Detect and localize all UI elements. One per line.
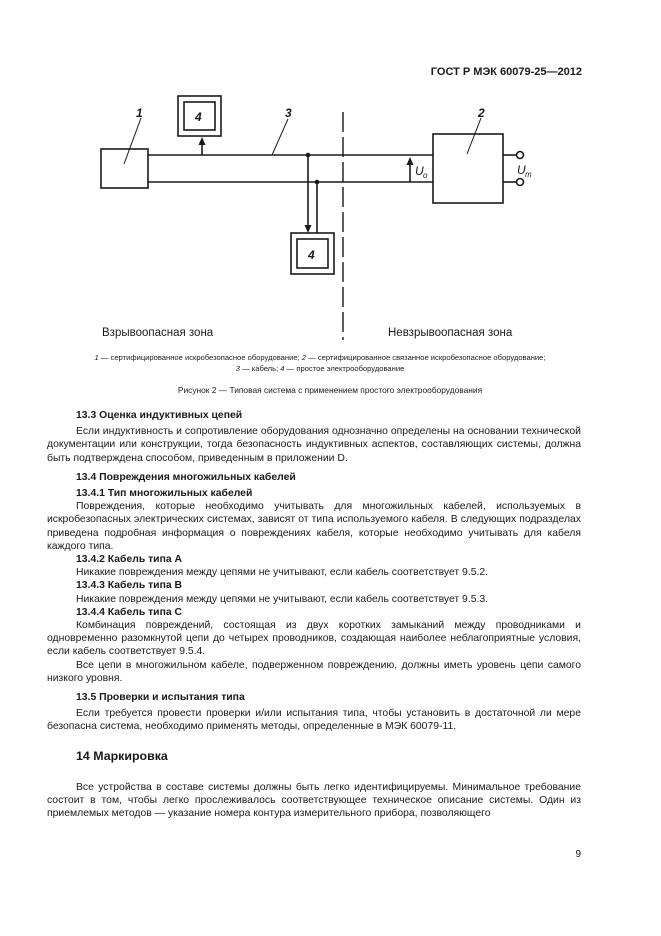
label-1: 1	[136, 106, 143, 120]
zone-safe-label: Невзрывоопасная зона	[388, 327, 513, 339]
page-number: 9	[575, 849, 581, 860]
block-1-intrinsically-safe	[101, 149, 148, 188]
figure-key-line-1: 1 — сертифицированное искробезопасное оборудование; 2 — сертифицированное связанное искробезопасное оборудование;	[94, 353, 546, 362]
label-um: U	[517, 163, 526, 177]
block-2-associated-equipment	[433, 134, 503, 203]
label-um-sub: m	[525, 170, 532, 179]
heading-13-5: 13.5 Проверки и испытания типа	[76, 692, 245, 704]
heading-13-4-2: 13.4.2 Кабель типа А	[76, 554, 183, 566]
figure-diagram	[40, 90, 560, 355]
arrow-down-icon	[305, 225, 312, 233]
para-13-4-2: Никакие повреждения между цепями не учитывают, если кабель соответствует 9.5.2.	[76, 567, 489, 579]
zone-hazardous-label: Взрывоопасная зона	[102, 327, 214, 339]
arrow-up-icon	[407, 157, 414, 165]
figure-key-line-2: 3 — кабель; 4 — простое электрооборудование	[235, 364, 405, 373]
para-13-3: Если индуктивность и сопротивление оборудования однозначно определены на основании технической документации или конструкции, тогда безопасность индуктивных аспектов, составляющих системы, должна быть подтверждена способом, приведенным в приложении D.	[47, 426, 581, 464]
label-uo: U	[415, 164, 424, 178]
figure-key	[40, 352, 600, 374]
standard-designation: ГОСТ Р МЭК 60079-25—2012	[430, 66, 582, 78]
heading-13-4-3: 13.4.3 Кабель типа В	[76, 580, 183, 592]
heading-13-4: 13.4 Повреждения многожильных кабелей	[76, 471, 296, 483]
para-14: Все устройства в составе системы должны быть легко идентифицируемы. Минимальное требование состоит в том, чтобы легко прослеживалось соответствующее техническое описание системы. Один из приемлемых методов — указание номера контура измерительного прибора, позволяющего	[47, 781, 581, 820]
main-text	[47, 409, 581, 820]
heading-13-3: 13.3 Оценка индуктивных цепей	[76, 410, 243, 421]
heading-13-4-1: 13.4.1 Тип многожильных кабелей	[76, 488, 253, 500]
para-13-4-3: Никакие повреждения между цепями не учитывают, если кабель соответствует 9.5.3.	[76, 593, 489, 605]
heading-13-4-4: 13.4.4 Кабель типа С	[76, 606, 183, 618]
label-2: 2	[478, 106, 485, 120]
arrow-up-icon	[199, 137, 206, 145]
para-13-4-4-a: Комбинация повреждений, состоящая из двух коротких замыканий между проводниками и одновременно разомкнутой цепи до четырех проводников, создающая наиболее неблагоприятные условия, если кабель соответствует 9.5.4.	[47, 620, 581, 658]
heading-14: 14 Маркировка	[76, 748, 168, 763]
para-13-5: Если требуется провести проверки и/или испытания типа, чтобы установить в достаточной ли мере безопасна система, необходимо применять методы, определенные в МЭК 60079-11.	[47, 708, 581, 733]
figure-title: Рисунок 2 — Типовая система с применением простого электрооборудования	[177, 385, 483, 395]
system-diagram-svg	[40, 90, 560, 350]
para-13-4-4-b: Все цепи в многожильном кабеле, подверженном повреждению, должны иметь уровень цепи самого низкого уровня.	[47, 659, 581, 684]
label-3: 3	[285, 106, 292, 120]
label-4-top: 4	[195, 110, 202, 124]
label-uo-sub: o	[423, 171, 428, 180]
para-13-4-1: Повреждения, которые необходимо учитывать для многожильных кабелей, используемых в искробезопасных электрических системах, зависят от типа используемого кабеля. В следующих подразделах приведена подробная информация о повреждениях кабеля, которые необходимо учитывать для кабеля каждого типа.	[47, 501, 581, 552]
label-4-bottom: 4	[308, 248, 315, 262]
